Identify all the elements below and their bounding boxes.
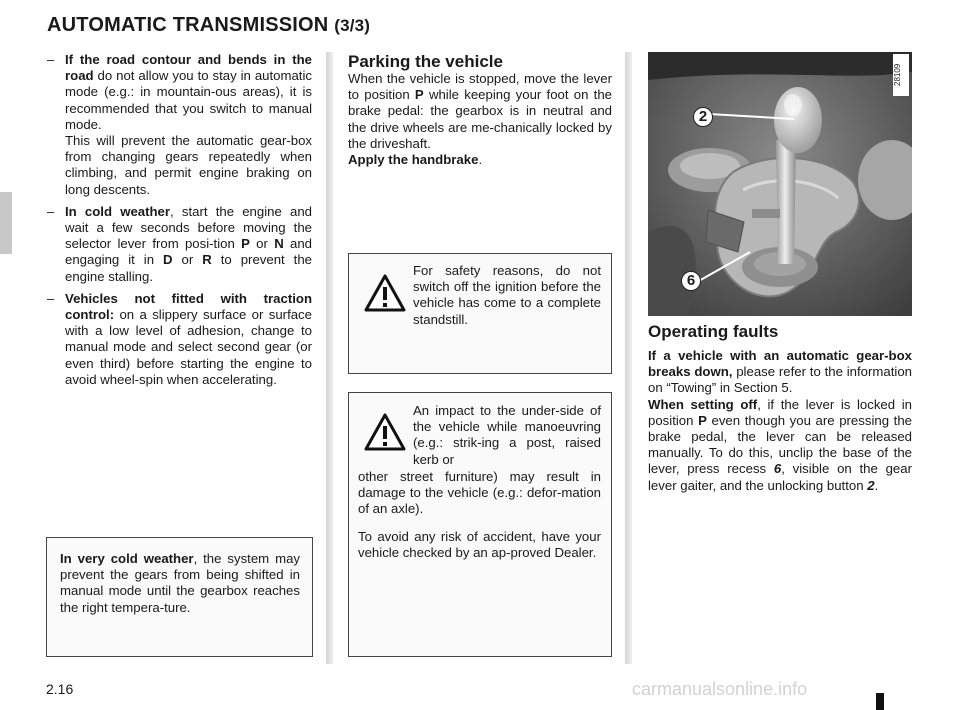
bullet-bold: Vehicles not fitted with traction control: [65,290,312,323]
warning-ignition-text: For safety reasons, do not switch off the ignition before the vehicle has come to a complete standstill. [413,263,601,327]
bullet-body: to prevent the engine stalling. [65,252,313,284]
parking-body: while keeping your foot on the brake pedal: the gearbox is in neutral and the drive wheels are me-chanically locked by the driveshaft. [348,87,612,151]
warning-underside-impact [348,392,612,657]
bullet-text [65,291,312,388]
faults-text-2 [648,397,912,494]
faults-bold: When setting off [648,396,758,412]
bullet-extra: This will prevent the automatic gear-box from changing gears repeatedly when climbing, and permit engine braking on long descents. [65,133,312,197]
gear-p: P [241,236,250,252]
gear-d: D [163,252,173,268]
section-side-tab [0,192,12,254]
title-text: AUTOMATIC TRANSMISSION [47,14,329,36]
bullet-body: and engaging it in [65,236,312,268]
column-divider-right [625,52,632,664]
column-right [648,322,912,494]
parking-text [348,71,612,152]
bullet-traction-control [47,291,312,388]
faults-body: , if the lever is locked in position [648,396,912,428]
warning-ignition [348,253,612,374]
warning-triangle-icon [363,412,407,452]
watermark: carmanualsonline.info [632,679,808,699]
handbrake-instruction [348,152,612,168]
parking-body: When the vehicle is stopped, move the lever to position [348,71,612,103]
gear-lever-photo [648,52,912,316]
bullet-cold-weather [47,204,312,285]
faults-body: even though you are pressing the brake pedal, the lever can be released manually. To do this, unclip the base of the lever, press recess [648,412,912,477]
callout-2: 2 [693,107,713,127]
column-middle [348,52,612,168]
warning-impact-text-cont: other street furniture) may result in damage to the vehicle (e.g.: defor-mation of an axle). [358,469,601,517]
bullet-text [65,204,312,285]
bullet-body: or [249,236,275,252]
ref-button-2: 2 [867,477,875,493]
gear-r: R [202,252,212,268]
page-edge-mark [876,693,884,710]
heading-parking: Parking the vehicle [348,52,503,71]
bullet-body: or [172,252,203,268]
page-title [47,14,370,37]
faults-body: , visible on the gear lever gaiter, and the unlocking button [648,461,912,493]
ref-recess-6: 6 [773,461,782,477]
bullet-dash: – [47,290,55,306]
warning-impact-text: An impact to the under-side of the vehicle while manoeuvring (e.g.: strik-ing a post, raised kerb or [413,403,601,467]
handbrake-end: . [478,152,483,168]
figure-code: 28109 [893,54,909,96]
faults-body: . [874,477,879,493]
faults-bold: If a vehicle with an automatic gear-box breaks down, [648,348,912,380]
warning-dealer-text: To avoid any risk of accident, have your vehicle checked by an ap-proved Dealer. [358,529,601,561]
heading-operating-faults: Operating faults [648,322,779,341]
cold-weather-note [46,537,313,657]
handbrake-bold: Apply the handbrake [348,152,479,168]
bullet-dash: – [47,52,55,67]
callout-6: 6 [681,271,701,291]
bullet-bold: If the road contour and bends in the road [65,52,312,84]
gear-p: P [414,87,424,103]
column-left [47,52,312,394]
gear-p: P [698,412,707,428]
bullet-body: , start the engine and wait a few seconds before moving the selector lever from posi-tion [65,203,312,252]
cold-note-text [60,551,300,616]
gear-n: N [274,236,284,252]
title-suffix: (3/3) [334,16,371,35]
bullet-road-contour [47,52,312,198]
bullet-body: do not allow you to stay in automatic mode (e.g.: in mountain-ous areas), it is recommended that you switch to manual mode. [65,68,312,132]
bullet-bold: In cold weather [65,203,171,219]
bullet-body: on a slippery surface or surface with a low level of adhesion, change to manual mode and select second gear (or even third) before starting the engine to avoid wheel-spin when accelerating. [65,307,312,387]
bullet-dash: – [47,203,55,219]
cold-note-body: , the system may prevent the gears from being shifted in manual mode until the gearbox reaches the right tempera-ture. [60,551,300,615]
faults-body: please refer to the information on “Towing” in Section 5. [648,364,912,396]
cold-note-bold: In very cold weather [60,551,194,566]
page-number: 2.16 [46,681,74,697]
bullet-text [65,52,312,133]
column-divider-left [326,52,333,664]
faults-text-1 [648,348,912,397]
warning-triangle-icon [363,273,407,313]
